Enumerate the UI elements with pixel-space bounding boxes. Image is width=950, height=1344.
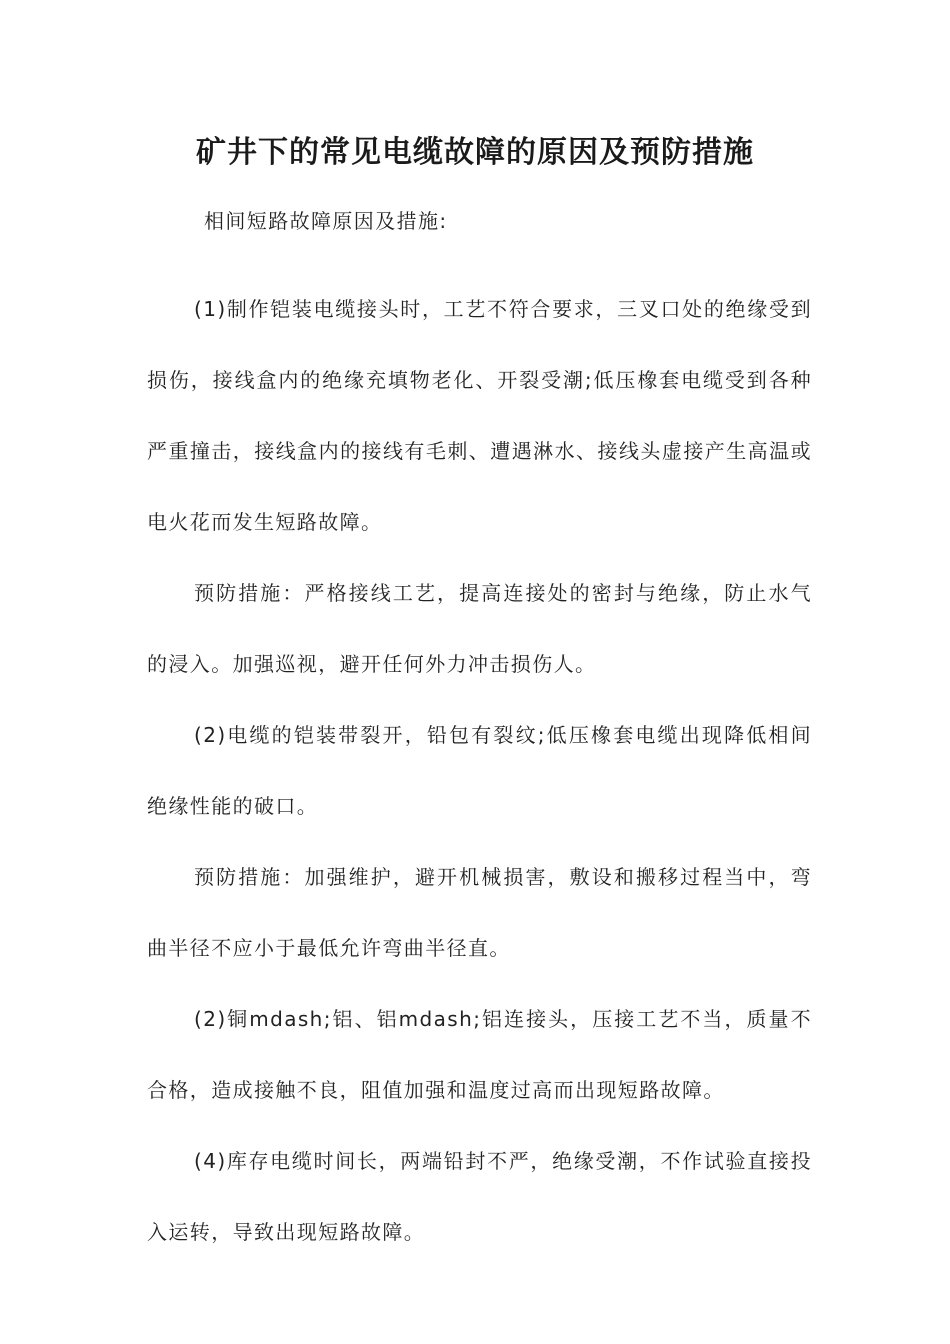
paragraph-cause-1: (1)制作铠装电缆接头时，工艺不符合要求，三叉口处的绝缘受到损伤，接线盒内的绝缘充填物老化、开裂受潮;低压橡套电缆受到各种严重撞击，接线盒内的接线有毛刺、遭遇淋水、接线头虚接产生高温或电火花而发生短路故障。 xyxy=(147,297,812,534)
document-title: 矿井下的常见电缆故障的原因及预防措施 xyxy=(196,135,754,170)
paragraph-cause-3: (2)铜mdash;铝、铝mdash;铝连接头，压接工艺不当，质量不合格，造成接触不良，阻值加强和温度过高而出现短路故障。 xyxy=(147,1007,812,1102)
paragraph-cause-2: (2)电缆的铠装带裂开，铅包有裂纹;低压橡套电缆出现降低相间绝缘性能的破口。 xyxy=(147,723,812,818)
paragraph-prevention-2: 预防措施：加强维护，避开机械损害，敷设和搬移过程当中，弯曲半径不应小于最低允许弯曲半径直。 xyxy=(147,865,812,960)
section-heading: 相间短路故障原因及措施: xyxy=(204,209,448,233)
paragraph-prevention-1: 预防措施：严格接线工艺，提高连接处的密封与绝缘，防止水气的浸入。加强巡视，避开任何外力冲击损伤人。 xyxy=(147,581,812,676)
paragraph-cause-4: (4)库存电缆时间长，两端铅封不严，绝缘受潮，不作试验直接投入运转，导致出现短路故障。 xyxy=(147,1149,812,1244)
document-body xyxy=(147,206,812,1268)
